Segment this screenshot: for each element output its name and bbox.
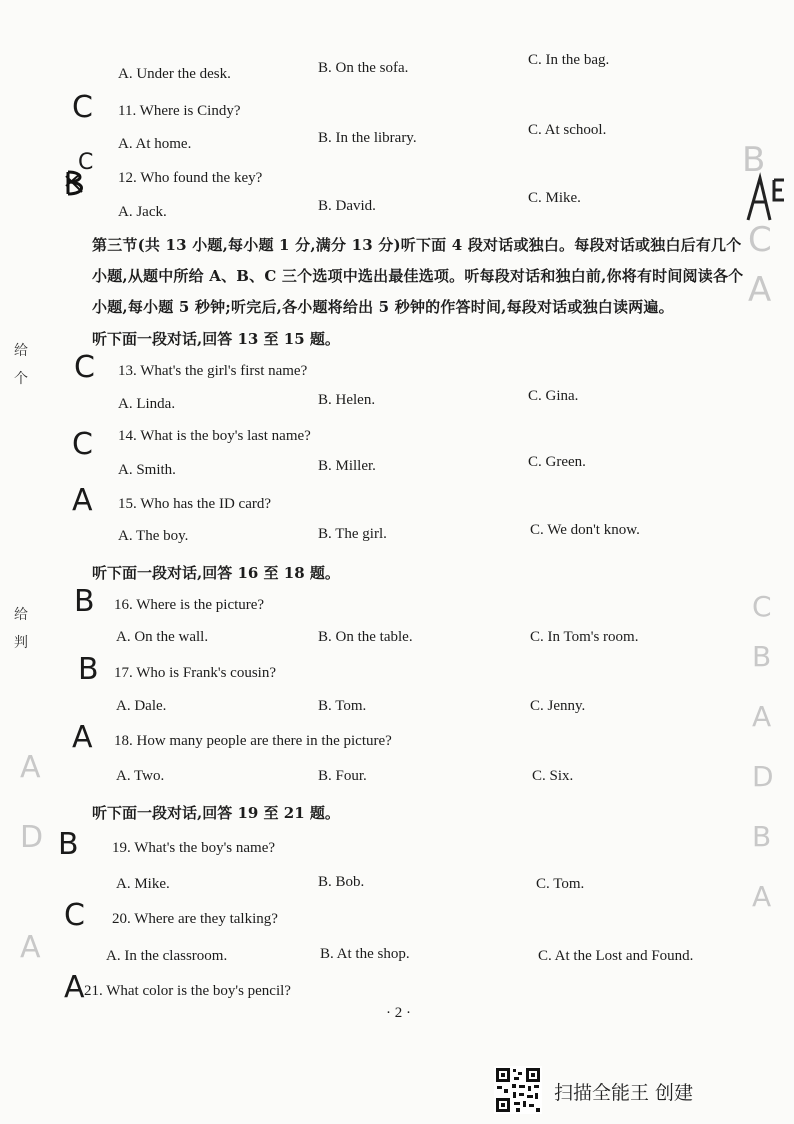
question-stem: 19. What's the boy's name? xyxy=(112,840,276,856)
question-10-options xyxy=(0,52,794,90)
crossed-out-mark xyxy=(62,168,92,198)
bleed-through-marks: A xyxy=(20,930,41,965)
question-13 xyxy=(0,350,794,397)
question-16 xyxy=(0,584,794,631)
option-c: C. Jenny. xyxy=(530,698,586,714)
option-c: C. In Tom's room. xyxy=(530,629,639,645)
handwritten-answer: A xyxy=(72,720,93,755)
option-a: A. Linda. xyxy=(118,396,176,412)
bleed-through-marks: C xyxy=(748,220,772,260)
question-stem: 16. Where is the picture? xyxy=(114,597,265,613)
option-c: C. Mike. xyxy=(528,190,581,206)
option-b: B. Helen. xyxy=(318,392,376,408)
question-stem: 15. Who has the ID card? xyxy=(118,496,272,512)
question-12 xyxy=(0,150,794,204)
margin-char: 给 xyxy=(14,343,28,359)
bleed-through-marks: A xyxy=(752,880,772,913)
question-14 xyxy=(0,428,794,462)
footer-text: 扫描全能王 创建 xyxy=(554,1082,694,1104)
question-15 xyxy=(0,483,794,530)
bleed-through-marks: D xyxy=(752,760,774,793)
handwritten-answer: C xyxy=(64,898,85,933)
option-c: C. In the bag. xyxy=(528,52,610,68)
scanner-watermark xyxy=(494,1066,754,1114)
option-a: A. On the wall. xyxy=(116,629,209,645)
handwritten-answer: A xyxy=(72,483,93,518)
question-16-options xyxy=(0,629,794,653)
question-19-options xyxy=(0,876,794,900)
question-18 xyxy=(0,720,794,767)
bleed-through-marks: B xyxy=(752,640,772,673)
question-stem: 20. Where are they talking? xyxy=(112,911,278,927)
question-19 xyxy=(0,827,794,874)
question-20 xyxy=(0,898,794,945)
option-a: A. Two. xyxy=(116,768,165,784)
question-20-options xyxy=(0,948,794,972)
option-a: A. Dale. xyxy=(116,698,167,714)
handwritten-answer: B xyxy=(74,584,95,619)
question-stem: 17. Who is Frank's cousin? xyxy=(114,665,276,681)
option-a: A. Under the desk. xyxy=(118,66,231,82)
option-c: C. We don't know. xyxy=(530,522,640,538)
qr-code-icon xyxy=(494,1066,542,1114)
bleed-through-marks: D xyxy=(20,820,44,855)
question-17-options xyxy=(0,698,794,722)
option-b: B. Bob. xyxy=(318,874,365,890)
option-a: A. Smith. xyxy=(118,462,176,478)
question-stem: 21. What color is the boy's pencil? xyxy=(84,983,291,999)
section-3-instructions: 第三节(共 13 小题,每小题 1 分,满分 13 分)听下面 4 段对话或独白。每段对话或独白后有几个小题,从题中所给 A、B、C 三个选项中选出最佳选项。听每段对话和独白前,你将有时间阅读各个小题,每小题 5 秒钟;听完后,各小题将给出 5 秒钟的作答时间,每段对话或独白读两遍。 xyxy=(92,236,744,316)
page-number: · 2 · xyxy=(386,1005,411,1021)
question-stem: 14. What is the boy's last name? xyxy=(118,428,311,444)
margin-char: 个 xyxy=(14,371,28,387)
option-b: B. The girl. xyxy=(318,526,387,542)
option-c: C. Green. xyxy=(528,454,586,470)
sub-header-19-21: 听下面一段对话,回答 19 至 21 题。 xyxy=(92,804,340,822)
question-11-options xyxy=(0,122,794,160)
option-a: A. Mike. xyxy=(116,876,170,892)
option-c: C. Tom. xyxy=(536,876,585,892)
bleed-through-marks: A xyxy=(748,270,772,310)
option-c: C. At school. xyxy=(528,122,607,138)
bleed-through-marks: C xyxy=(752,590,772,623)
sub-header-13-15: 听下面一段对话,回答 13 至 15 题。 xyxy=(92,330,340,348)
handwritten-answer: C xyxy=(72,90,93,125)
sub-header-16-18: 听下面一段对话,回答 16 至 18 题。 xyxy=(92,564,340,582)
question-stem: 18. How many people are there in the picture? xyxy=(114,733,392,749)
handwritten-answer: C xyxy=(72,427,93,462)
question-17 xyxy=(0,652,794,699)
question-stem: 13. What's the girl's first name? xyxy=(118,363,308,379)
option-b: B. On the sofa. xyxy=(318,60,409,76)
option-c: C. Gina. xyxy=(528,388,579,404)
option-b: B. At the shop. xyxy=(320,946,410,962)
handwritten-answer: A xyxy=(64,970,85,1005)
option-a: A. Jack. xyxy=(118,204,167,220)
option-b: B. Miller. xyxy=(318,458,376,474)
option-a: A. At home. xyxy=(118,136,192,152)
question-14-options xyxy=(0,454,794,486)
margin-char: 给 xyxy=(14,607,28,623)
handwritten-answer: C xyxy=(74,350,95,385)
question-13-options xyxy=(0,388,794,420)
option-b: B. Tom. xyxy=(318,698,367,714)
option-c: C. Six. xyxy=(532,768,574,784)
option-a: A. The boy. xyxy=(118,528,189,544)
bleed-through-marks: A xyxy=(752,700,772,733)
bleed-through-marks: A xyxy=(20,750,41,785)
bleed-through-marks: B xyxy=(742,140,766,180)
bleed-through-marks: B xyxy=(752,820,772,853)
option-a: A. In the classroom. xyxy=(106,948,228,964)
handwritten-answer: B xyxy=(78,652,99,687)
option-b: B. Four. xyxy=(318,768,367,784)
handwritten-answer: B xyxy=(58,827,79,862)
handwritten-answer: C xyxy=(78,150,94,175)
margin-char: 判 xyxy=(14,635,28,651)
option-c: C. At the Lost and Found. xyxy=(538,948,694,964)
option-b: B. On the table. xyxy=(318,629,413,645)
question-15-options xyxy=(0,522,794,552)
question-stem: 12. Who found the key? xyxy=(118,170,263,186)
question-stem: 11. Where is Cindy? xyxy=(118,103,241,119)
question-18-options xyxy=(0,768,794,792)
option-b: B. In the library. xyxy=(318,130,417,146)
option-b: B. David. xyxy=(318,198,376,214)
question-12-options xyxy=(0,190,794,228)
